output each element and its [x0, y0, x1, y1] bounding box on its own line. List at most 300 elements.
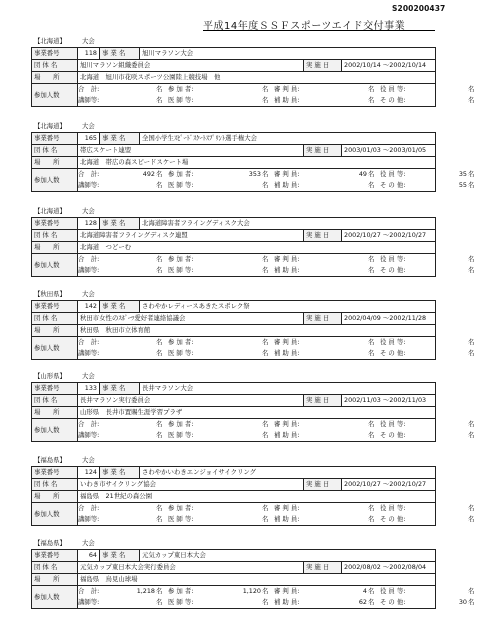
- assistants-value: [318, 514, 368, 525]
- event-number: 133: [78, 383, 100, 395]
- participant-count-label: 参加人数: [32, 169, 78, 192]
- count-row-2: [78, 514, 475, 525]
- doctors-label: 医 師 等:: [168, 349, 194, 357]
- assistants-value: 62: [358, 598, 367, 606]
- unit-label: 名: [468, 255, 475, 263]
- jigyo-no-label: 事業番号: [32, 550, 78, 562]
- event-type: 大会: [82, 37, 95, 45]
- unit-label: 名: [368, 96, 375, 104]
- prefecture-row: [31, 538, 435, 549]
- lecturers-value: [106, 430, 156, 441]
- total-value: [106, 503, 156, 514]
- doctors-label: 医 師 等:: [168, 181, 194, 189]
- officials-label: 役 員 等:: [380, 255, 406, 263]
- event-entry: [31, 36, 475, 107]
- unit-label: 名: [468, 420, 475, 428]
- officials-label: 役 員 等:: [380, 420, 406, 428]
- unit-label: 名: [368, 170, 375, 178]
- referees-value: 49: [358, 170, 367, 178]
- organization-label: 団 体 名: [32, 60, 78, 72]
- event-place: 山形県 長井市置賜生涯学習プラザ: [78, 407, 436, 419]
- count-grid: [78, 84, 475, 107]
- others-label: そ の 他:: [380, 266, 406, 274]
- date-label: 実 施 日: [304, 479, 342, 491]
- others-label: そ の 他:: [380, 431, 406, 439]
- assistants-value: [318, 265, 368, 276]
- count-row-2: [78, 430, 475, 441]
- organization-label: 団 体 名: [32, 479, 78, 491]
- officials-label: 役 員 等:: [380, 170, 406, 178]
- participant-count-label: 参加人数: [32, 84, 78, 107]
- referees-value: [318, 337, 368, 348]
- total-value: 1,218: [136, 587, 155, 595]
- doctors-label: 医 師 等:: [168, 96, 194, 104]
- participants-label: 参 加 者:: [168, 420, 194, 428]
- unit-label: 名: [468, 96, 475, 104]
- prefecture-label: 【山形県】: [34, 372, 66, 380]
- jigyo-no-label: 事業番号: [32, 301, 78, 313]
- unit-label: 名: [262, 504, 269, 512]
- event-type: 大会: [82, 456, 95, 464]
- event-type: 大会: [82, 122, 95, 130]
- prefecture-label: 【北海道】: [34, 207, 66, 215]
- unit-label: 名: [468, 85, 475, 93]
- doctors-value: [212, 514, 262, 525]
- event-table: [31, 217, 475, 277]
- organization-name: 長井マラソン実行委員会: [78, 395, 304, 407]
- count-row-1: [78, 337, 475, 348]
- count-grid: [78, 503, 475, 526]
- lecturers-value: [106, 597, 156, 608]
- doctors-value: [212, 348, 262, 359]
- referees-label: 審 判 員:: [274, 504, 300, 512]
- total-value: [106, 84, 156, 95]
- unit-label: 名: [468, 431, 475, 439]
- event-name-label: 事 業 名: [100, 383, 140, 395]
- officials-value: [428, 586, 468, 597]
- event-entry: [31, 206, 475, 277]
- officials-label: 役 員 等:: [380, 85, 406, 93]
- unit-label: 名: [156, 515, 163, 523]
- page-title: 平成14年度ＳＳＦスポーツエイド交付事業: [203, 21, 406, 32]
- doctors-value: [212, 265, 262, 276]
- organization-label: 団 体 名: [32, 230, 78, 242]
- unit-label: 名: [262, 349, 269, 357]
- prefecture-label: 【秋田県】: [34, 290, 66, 298]
- lecturers-value: [106, 348, 156, 359]
- others-label: そ の 他:: [380, 515, 406, 523]
- officials-value: 35: [458, 170, 467, 178]
- assistants-value: [318, 430, 368, 441]
- count-row-2: [78, 95, 475, 106]
- count-row-1: [78, 254, 475, 265]
- unit-label: 名: [468, 587, 475, 595]
- date-label: 実 施 日: [304, 230, 342, 242]
- referees-value: [318, 254, 368, 265]
- officials-value: [428, 254, 468, 265]
- participants-label: 参 加 者:: [168, 504, 194, 512]
- participant-count-label: 参加人数: [32, 337, 78, 360]
- unit-label: 名: [468, 170, 475, 178]
- doctors-value: [212, 95, 262, 106]
- unit-label: 名: [262, 96, 269, 104]
- unit-label: 名: [368, 266, 375, 274]
- unit-label: 名: [262, 587, 269, 595]
- lecturers-label: 講師等:: [78, 598, 100, 606]
- unit-label: 名: [468, 515, 475, 523]
- total-value: [106, 419, 156, 430]
- prefecture-row: [31, 289, 435, 300]
- officials-value: [428, 503, 468, 514]
- place-label: 場 所: [32, 491, 78, 503]
- organization-label: 団 体 名: [32, 145, 78, 157]
- date-label: 実 施 日: [304, 313, 342, 325]
- event-place: 福島県 鳥見山球場: [78, 574, 436, 586]
- others-label: そ の 他:: [380, 181, 406, 189]
- doctors-value: [212, 430, 262, 441]
- organization-name: 秋田市女性のｽﾎﾟｰﾂ愛好者連絡協議会: [78, 313, 304, 325]
- event-place: 北海道 旭川市花咲スポーツ公園陸上競技場 他: [78, 72, 436, 84]
- referees-value: [318, 419, 368, 430]
- event-table: [31, 382, 475, 442]
- event-name-label: 事 業 名: [100, 550, 140, 562]
- referees-value: [318, 84, 368, 95]
- participants-value: [212, 503, 262, 514]
- count-row-1: [78, 503, 475, 514]
- unit-label: 名: [368, 515, 375, 523]
- lecturers-value: [106, 95, 156, 106]
- referees-label: 審 判 員:: [274, 587, 300, 595]
- event-name-label: 事 業 名: [100, 48, 140, 60]
- unit-label: 名: [368, 504, 375, 512]
- jigyo-no-label: 事業番号: [32, 383, 78, 395]
- event-dates: 2002/10/27 ～2002/10/27: [342, 230, 436, 242]
- event-name-label: 事 業 名: [100, 467, 140, 479]
- referees-value: [318, 503, 368, 514]
- doctors-value: [212, 180, 262, 191]
- unit-label: 名: [262, 598, 269, 606]
- unit-label: 名: [156, 431, 163, 439]
- event-type: 大会: [82, 207, 95, 215]
- unit-label: 名: [468, 504, 475, 512]
- unit-label: 名: [368, 349, 375, 357]
- event-name: 北海道障害者フライングディスク大会: [140, 218, 436, 230]
- unit-label: 名: [262, 255, 269, 263]
- referees-label: 審 判 員:: [274, 420, 300, 428]
- unit-label: 名: [262, 85, 269, 93]
- others-value: [428, 265, 468, 276]
- organization-name: いわき市サイクリング協会: [78, 479, 304, 491]
- event-entry: [31, 371, 475, 442]
- participants-value: [212, 337, 262, 348]
- organization-label: 団 体 名: [32, 313, 78, 325]
- count-row-1: [78, 169, 475, 180]
- lecturers-label: 講師等:: [78, 181, 100, 189]
- unit-label: 名: [262, 515, 269, 523]
- unit-label: 名: [368, 598, 375, 606]
- event-table: [31, 466, 475, 526]
- assistants-label: 補 助 員:: [274, 266, 300, 274]
- participant-count-label: 参加人数: [32, 503, 78, 526]
- place-label: 場 所: [32, 72, 78, 84]
- participant-count-label: 参加人数: [32, 586, 78, 609]
- event-name-label: 事 業 名: [100, 301, 140, 313]
- referees-label: 審 判 員:: [274, 338, 300, 346]
- assistants-value: [318, 95, 368, 106]
- event-table: [31, 549, 475, 609]
- officials-value: [428, 337, 468, 348]
- others-value: [428, 95, 468, 106]
- officials-label: 役 員 等:: [380, 504, 406, 512]
- event-dates: 2002/08/02 ～2002/08/04: [342, 562, 436, 574]
- total-label: 合 計:: [78, 420, 100, 428]
- jigyo-no-label: 事業番号: [32, 133, 78, 145]
- unit-label: 名: [156, 266, 163, 274]
- participants-label: 参 加 者:: [168, 85, 194, 93]
- date-label: 実 施 日: [304, 60, 342, 72]
- unit-label: 名: [156, 338, 163, 346]
- event-name: 元気カップ東日本大会: [140, 550, 436, 562]
- prefecture-row: [31, 36, 435, 47]
- prefecture-label: 【福島県】: [34, 539, 66, 547]
- event-entry: [31, 538, 475, 609]
- prefecture-row: [31, 455, 435, 466]
- prefecture-row: [31, 206, 435, 217]
- organization-label: 団 体 名: [32, 395, 78, 407]
- officials-label: 役 員 等:: [380, 587, 406, 595]
- officials-value: [428, 84, 468, 95]
- event-place: 秋田県 秋田市立体育館: [78, 325, 436, 337]
- unit-label: 名: [468, 338, 475, 346]
- unit-label: 名: [156, 598, 163, 606]
- date-label: 実 施 日: [304, 145, 342, 157]
- unit-label: 名: [156, 587, 163, 595]
- referees-label: 審 判 員:: [274, 255, 300, 263]
- unit-label: 名: [368, 85, 375, 93]
- organization-name: 旭川マラソン組織委員会: [78, 60, 304, 72]
- organization-name: 元気カップ東日本大会実行委員会: [78, 562, 304, 574]
- event-place: 北海道 帯広の森スピードスケート場: [78, 157, 436, 169]
- participants-value: [212, 84, 262, 95]
- total-value: [106, 337, 156, 348]
- total-value: 492: [142, 170, 155, 178]
- officials-label: 役 員 等:: [380, 338, 406, 346]
- unit-label: 名: [156, 96, 163, 104]
- unit-label: 名: [468, 266, 475, 274]
- event-number: 124: [78, 467, 100, 479]
- referees-label: 審 判 員:: [274, 85, 300, 93]
- lecturers-value: [106, 180, 156, 191]
- lecturers-label: 講師等:: [78, 96, 100, 104]
- title-underline: [203, 30, 435, 31]
- event-dates: 2002/10/14 ～2002/10/14: [342, 60, 436, 72]
- officials-value: [428, 419, 468, 430]
- event-type: 大会: [82, 539, 95, 547]
- event-dates: 2003/01/03 ～2003/01/05: [342, 145, 436, 157]
- others-value: [428, 348, 468, 359]
- organization-name: 帯広スケート連盟: [78, 145, 304, 157]
- total-label: 合 計:: [78, 85, 100, 93]
- participants-label: 参 加 者:: [168, 255, 194, 263]
- referees-value: 4: [362, 587, 367, 595]
- count-row-1: [78, 84, 475, 95]
- count-row-1: [78, 419, 475, 430]
- others-value: [428, 430, 468, 441]
- total-label: 合 計:: [78, 504, 100, 512]
- participants-label: 参 加 者:: [168, 170, 194, 178]
- prefecture-label: 【北海道】: [34, 37, 66, 45]
- assistants-label: 補 助 員:: [274, 349, 300, 357]
- event-place: 北海道 つどーむ: [78, 242, 436, 254]
- others-label: そ の 他:: [380, 96, 406, 104]
- others-label: そ の 他:: [380, 598, 406, 606]
- count-row-2: [78, 180, 475, 191]
- event-entry: [31, 455, 475, 526]
- event-entry: [31, 121, 475, 192]
- assistants-label: 補 助 員:: [274, 598, 300, 606]
- doctors-label: 医 師 等:: [168, 431, 194, 439]
- unit-label: 名: [156, 255, 163, 263]
- date-label: 実 施 日: [304, 562, 342, 574]
- unit-label: 名: [262, 181, 269, 189]
- lecturers-label: 講師等:: [78, 266, 100, 274]
- event-name-label: 事 業 名: [100, 218, 140, 230]
- total-label: 合 計:: [78, 338, 100, 346]
- participants-label: 参 加 者:: [168, 587, 194, 595]
- event-name: さわやかレディースあきたスポレク祭: [140, 301, 436, 313]
- unit-label: 名: [368, 420, 375, 428]
- event-number: 118: [78, 48, 100, 60]
- assistants-value: [318, 348, 368, 359]
- date-label: 実 施 日: [304, 395, 342, 407]
- doctors-label: 医 師 等:: [168, 266, 194, 274]
- event-number: 64: [78, 550, 100, 562]
- unit-label: 名: [368, 181, 375, 189]
- prefecture-label: 【北海道】: [34, 122, 66, 130]
- event-name: 長井マラソン大会: [140, 383, 436, 395]
- unit-label: 名: [468, 181, 475, 189]
- event-type: 大会: [82, 290, 95, 298]
- participants-label: 参 加 者:: [168, 338, 194, 346]
- unit-label: 名: [156, 85, 163, 93]
- unit-label: 名: [262, 431, 269, 439]
- unit-label: 名: [368, 255, 375, 263]
- doctors-label: 医 師 等:: [168, 515, 194, 523]
- participants-value: [212, 254, 262, 265]
- unit-label: 名: [262, 420, 269, 428]
- event-number: 142: [78, 301, 100, 313]
- assistants-value: [318, 180, 368, 191]
- place-label: 場 所: [32, 325, 78, 337]
- count-grid: [78, 586, 475, 609]
- unit-label: 名: [468, 598, 475, 606]
- lecturers-label: 講師等:: [78, 515, 100, 523]
- event-name: 全国小学生ｽﾋﾟｰﾄﾞｽｹｰﾄｽﾌﾟﾘﾝﾄ選手権大会: [140, 133, 436, 145]
- participants-value: 353: [248, 170, 261, 178]
- event-type: 大会: [82, 372, 95, 380]
- unit-label: 名: [156, 181, 163, 189]
- unit-label: 名: [262, 338, 269, 346]
- prefecture-row: [31, 371, 435, 382]
- assistants-label: 補 助 員:: [274, 431, 300, 439]
- unit-label: 名: [262, 266, 269, 274]
- unit-label: 名: [156, 170, 163, 178]
- count-grid: [78, 419, 475, 442]
- assistants-label: 補 助 員:: [274, 515, 300, 523]
- unit-label: 名: [368, 338, 375, 346]
- count-row-2: [78, 265, 475, 276]
- others-value: [428, 514, 468, 525]
- prefecture-row: [31, 121, 435, 132]
- participants-value: 1,120: [242, 587, 261, 595]
- total-value: [106, 254, 156, 265]
- total-label: 合 計:: [78, 170, 100, 178]
- document-id: S200200437: [392, 4, 446, 13]
- organization-name: 北海道障害者フライングディスク連盟: [78, 230, 304, 242]
- lecturers-label: 講師等:: [78, 349, 100, 357]
- event-table: [31, 47, 475, 107]
- referees-label: 審 判 員:: [274, 170, 300, 178]
- others-value: 30: [458, 598, 467, 606]
- event-place: 福島県 21世紀の森公園: [78, 491, 436, 503]
- unit-label: 名: [156, 420, 163, 428]
- others-value: 55: [458, 181, 467, 189]
- event-dates: 2002/04/09 ～2002/11/28: [342, 313, 436, 325]
- event-table: [31, 300, 475, 360]
- count-row-2: [78, 597, 475, 608]
- lecturers-value: [106, 514, 156, 525]
- unit-label: 名: [262, 170, 269, 178]
- doctors-value: [212, 597, 262, 608]
- event-dates: 2002/11/03 ～2002/11/03: [342, 395, 436, 407]
- total-label: 合 計:: [78, 587, 100, 595]
- unit-label: 名: [156, 349, 163, 357]
- event-dates: 2002/10/27 ～2002/10/27: [342, 479, 436, 491]
- event-entry: [31, 289, 475, 360]
- prefecture-label: 【福島県】: [34, 456, 66, 464]
- count-grid: [78, 254, 475, 277]
- jigyo-no-label: 事業番号: [32, 218, 78, 230]
- jigyo-no-label: 事業番号: [32, 48, 78, 60]
- count-row-2: [78, 348, 475, 359]
- event-name: 旭川マラソン大会: [140, 48, 436, 60]
- unit-label: 名: [468, 349, 475, 357]
- doctors-label: 医 師 等:: [168, 598, 194, 606]
- jigyo-no-label: 事業番号: [32, 467, 78, 479]
- event-number: 165: [78, 133, 100, 145]
- participant-count-label: 参加人数: [32, 254, 78, 277]
- others-label: そ の 他:: [380, 349, 406, 357]
- event-table: [31, 132, 475, 192]
- event-name: さわやかいわきエンジョイサイクリング: [140, 467, 436, 479]
- assistants-label: 補 助 員:: [274, 181, 300, 189]
- count-row-1: [78, 586, 475, 597]
- organization-label: 団 体 名: [32, 562, 78, 574]
- count-grid: [78, 169, 475, 192]
- place-label: 場 所: [32, 242, 78, 254]
- assistants-label: 補 助 員:: [274, 96, 300, 104]
- unit-label: 名: [368, 431, 375, 439]
- total-label: 合 計:: [78, 255, 100, 263]
- lecturers-value: [106, 265, 156, 276]
- place-label: 場 所: [32, 574, 78, 586]
- participant-count-label: 参加人数: [32, 419, 78, 442]
- event-name-label: 事 業 名: [100, 133, 140, 145]
- place-label: 場 所: [32, 157, 78, 169]
- unit-label: 名: [156, 504, 163, 512]
- count-grid: [78, 337, 475, 360]
- lecturers-label: 講師等:: [78, 431, 100, 439]
